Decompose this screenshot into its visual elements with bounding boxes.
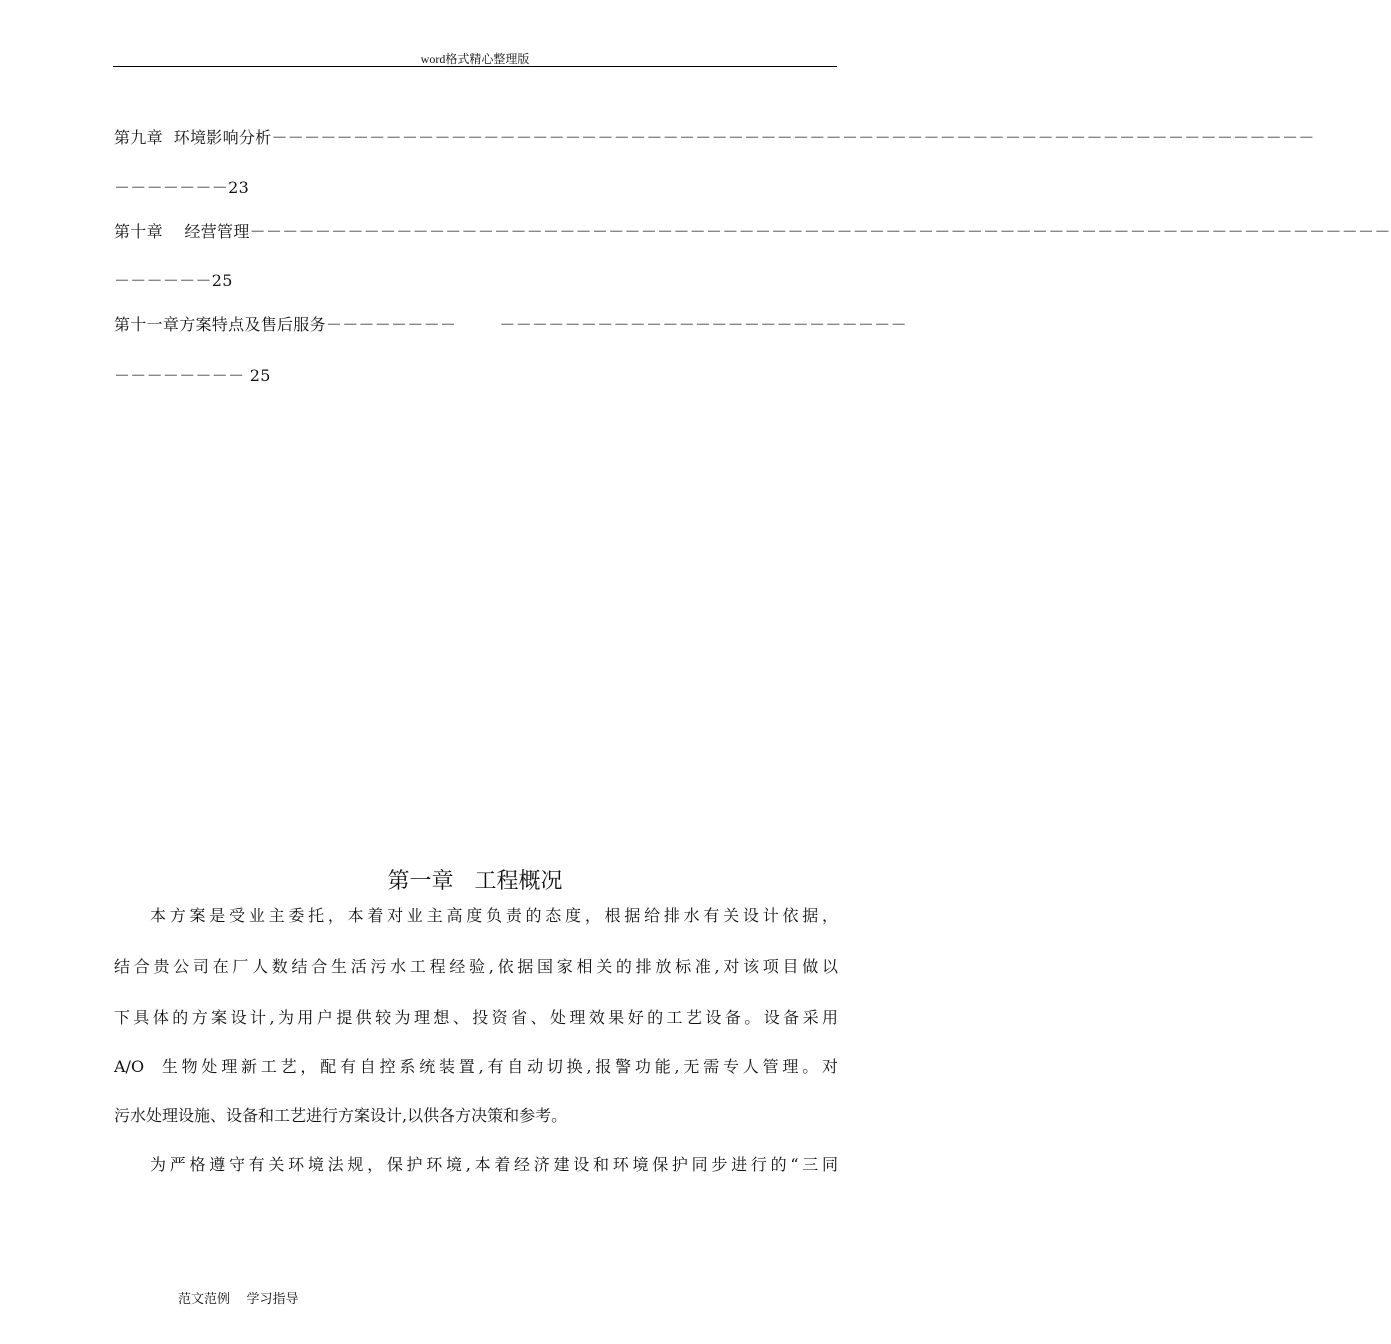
page-footer: 范文范例 学习指导	[178, 1292, 299, 1307]
toc-entry-chapter-11-page: －－－－－－－－ 25	[114, 366, 271, 385]
toc-entry-chapter-10: 第十章 经营管理－－－－－－－－－－－－－－－－－－－－－－－－－－－－－－－－－－－－－－－－－－－－－－－－－－－－－－－－－－－－－－－－－－－－－－	[114, 222, 1391, 241]
body-line-2: 结合贵公司在厂人数结合生活污水工程经验,依据国家相关的排放标准,对该项目做以	[114, 957, 838, 976]
toc-entry-chapter-9: 第九章 环境影响分析－－－－－－－－－－－－－－－－－－－－－－－－－－－－－－－－－－－－－－－－－－－－－－－－－－－－－－－－－－－－－－－－	[114, 128, 1315, 147]
body-line-6: 为严格遵守有关环境法规，保护环境,本着经济建设和环境保护同步进行的“三同	[150, 1155, 838, 1174]
body-line-5: 污水处理设施、设备和工艺进行方案设计,以供各方决策和参考。	[114, 1106, 568, 1125]
toc-entry-chapter-9-page: －－－－－－－23	[114, 178, 250, 197]
page-header: word格式精心整理版	[420, 52, 530, 66]
header-rule	[113, 66, 837, 67]
chapter-title: 第一章 工程概况	[387, 869, 563, 894]
toc-entry-chapter-11: 第十一章方案特点及售后服务－－－－－－－－ －－－－－－－－－－－－－－－－－－－－－－－－－	[114, 315, 907, 334]
body-line-3: 下具体的方案设计,为用户提供较为理想、投资省、处理效果好的工艺设备。设备采用	[114, 1008, 838, 1027]
body-line-4: A/O 生物处理新工艺，配有自控系统装置,有自动切换,报警功能,无需专人管理。对	[114, 1057, 838, 1076]
body-line-1: 本方案是受业主委托，本着对业主高度负责的态度，根据给排水有关设计依据，	[150, 906, 838, 925]
toc-entry-chapter-10-page: －－－－－－25	[114, 271, 233, 290]
